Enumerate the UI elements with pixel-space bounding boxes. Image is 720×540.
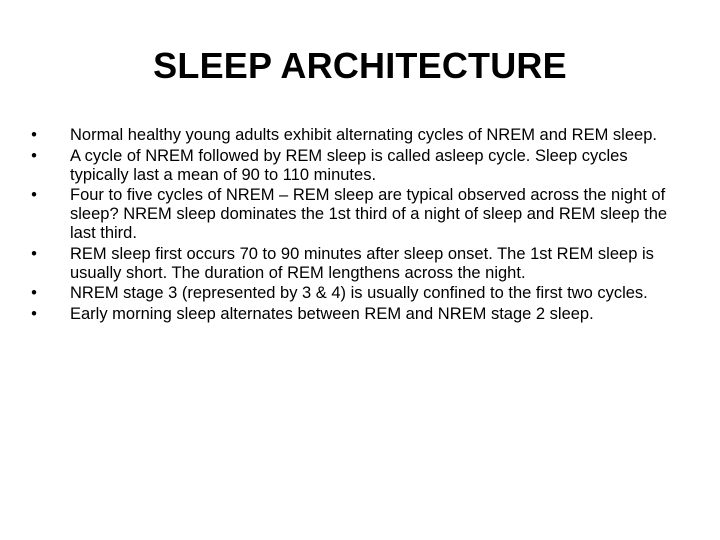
bullet-text: NREM stage 3 (represented by 3 & 4) is usually confined to the first two cycles. xyxy=(70,284,648,303)
bullet-icon: • xyxy=(31,186,37,205)
bullet-item xyxy=(28,147,678,185)
bullet-item xyxy=(28,186,678,242)
bullet-icon: • xyxy=(31,244,37,263)
bullet-icon: • xyxy=(31,146,37,165)
bullet-text: Four to five cycles of NREM – REM sleep are typical observed across the night of sleep? NREM sleep dominates the 1st third of a night of sleep and REM sleep the last third. xyxy=(70,186,668,242)
bullet-item xyxy=(28,305,678,324)
bullet-item xyxy=(28,245,678,283)
bullet-item xyxy=(28,284,678,303)
bullet-text: Early morning sleep alternates between REM and NREM stage 2 sleep. xyxy=(70,305,594,324)
bullet-list xyxy=(28,126,678,326)
bullet-icon: • xyxy=(31,126,37,144)
bullet-icon: • xyxy=(31,305,37,324)
bullet-item xyxy=(28,126,678,145)
bullet-text: A cycle of NREM followed by REM sleep is called asleep cycle. Sleep cycles typically last a mean of 90 to 110 minutes. xyxy=(70,146,628,184)
bullet-text: REM sleep first occurs 70 to 90 minutes after sleep onset. The 1st REM sleep is usually short. The duration of REM lengthens across the night. xyxy=(70,244,654,282)
bullet-icon: • xyxy=(31,284,37,303)
slide-title: SLEEP ARCHITECTURE xyxy=(153,45,567,86)
bullet-text: Normal healthy young adults exhibit alternating cycles of NREM and REM sleep. xyxy=(70,126,657,144)
